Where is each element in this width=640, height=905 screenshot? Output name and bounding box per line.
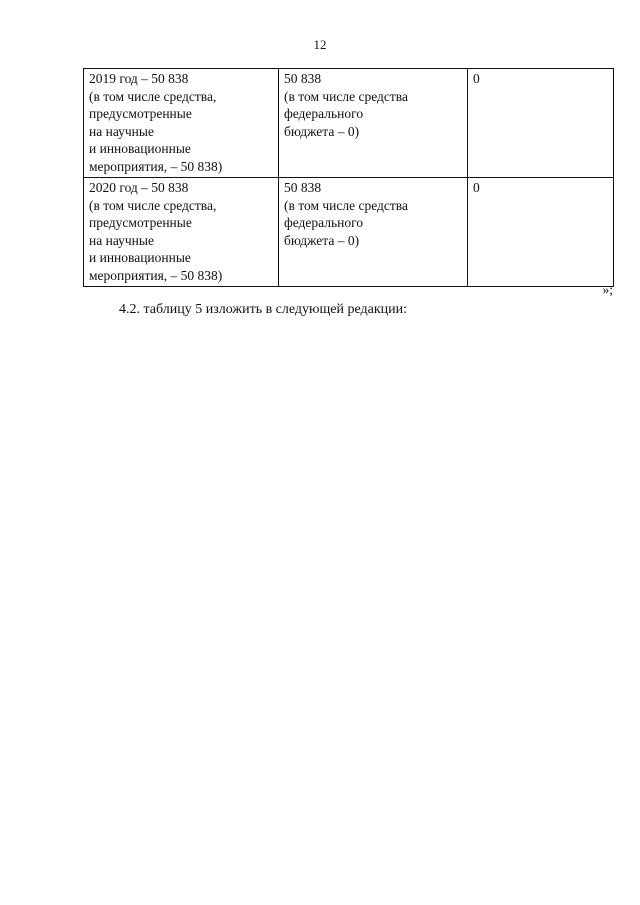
table-cell-year-total: [84, 178, 279, 287]
cell-line: предусмотренные: [89, 106, 192, 121]
instruction-paragraph: 4.2. таблицу 5 изложить в следующей редакции:: [119, 302, 408, 317]
cell-line: бюджета – 0): [284, 123, 360, 139]
cell-line: на научные: [89, 232, 154, 248]
cell-line: (в том числе средства,: [89, 197, 217, 213]
budget-table: [83, 68, 614, 287]
table-cell-zero: [468, 178, 614, 287]
cell-line: мероприятия, – 50 838): [89, 267, 223, 283]
table-cell-year-total: [84, 69, 279, 178]
cell-line: предусмотренные: [89, 215, 192, 230]
page-number: 12: [313, 37, 327, 52]
cell-line: (в том числе средства: [284, 197, 408, 213]
cell-line: мероприятия, – 50 838): [89, 158, 223, 174]
closing-quote: »;: [602, 282, 613, 297]
table-cell-zero: [468, 69, 614, 178]
table-cell-amount: [279, 178, 468, 287]
cell-line: федерального: [284, 215, 364, 230]
cell-line: бюджета – 0): [284, 232, 360, 248]
cell-line: федерального: [284, 106, 364, 121]
table-row-2020: [84, 178, 614, 287]
cell-line: 2020 год – 50 838: [89, 180, 189, 195]
cell-line: 50 838: [284, 71, 322, 86]
cell-line: и инновационные: [89, 250, 191, 265]
cell-line: 0: [473, 180, 480, 195]
cell-line: 50 838: [284, 180, 322, 195]
cell-line: 2019 год – 50 838: [89, 71, 189, 86]
cell-line: 0: [473, 71, 480, 86]
table-cell-amount: [279, 69, 468, 178]
cell-line: (в том числе средства: [284, 88, 408, 104]
cell-line: и инновационные: [89, 141, 191, 156]
cell-line: на научные: [89, 123, 154, 139]
cell-line: (в том числе средства,: [89, 88, 217, 104]
table-row-2019: [84, 69, 614, 178]
